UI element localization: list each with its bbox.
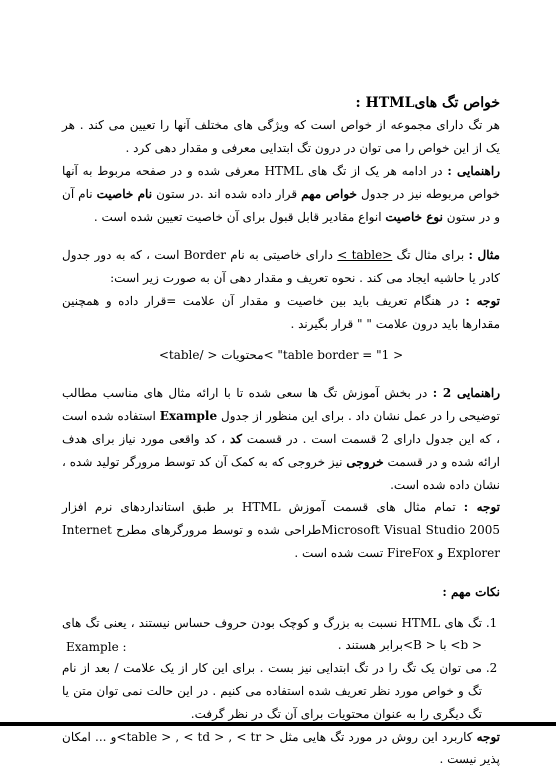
section-title: خواص تگ هایHTML : xyxy=(355,95,500,111)
page-bottom-border xyxy=(0,722,556,726)
example-paragraph: مثال : برای مثال تگ < table> دارای خاصیتی به نام Border است ، که به دور جدول کادر یا حاشیه ایجاد می کند . نحوه تعریف و مقدار دهی آن به صورت زیر است: xyxy=(62,248,500,286)
note-paragraph-3: توجه کاربرد این روش در مورد تگ هایی مثل < table > , < td > , < tr>و ... امکان پذیر نیست . xyxy=(62,729,500,767)
important-heading: نکات مهم : xyxy=(442,584,500,599)
note2-label: توجه : xyxy=(463,500,501,515)
note3-label: توجه xyxy=(476,729,500,744)
example-caption: Example : xyxy=(66,640,127,654)
list-item: 2. می توان یک تگ را در تگ ابتدایی نیز بست . برای این کار از یک علامت / بعد از نام تگ و خواص مورد نظر تعریف شده استفاده می کنیم . در این حالت نمی توان متن یا تگ دیگری را به عنوان محتویات برای آن تگ در نظر گرفت. xyxy=(62,657,482,725)
guide2-label: راهنمایی 2 : xyxy=(432,386,500,401)
important-list xyxy=(62,612,500,726)
guide-paragraph-2: راهنمایی 2 : در بخش آموزش تگ ها سعی شده تا با ارائه مثال های مناسب مطالب توضیحی را در عمل نشان داد . برای این منظور از جدول Example استفاده شده است ، که این جدول دارای 2 قسمت است . در قسمت کد ، کد واقعی مورد نیاز برای هدف ارائه شده و در قسمت خروجی نیز خروجی که به کمک آن کد توسط مرورگر تولید شده ، نشان داده شده است. xyxy=(62,386,500,492)
document-body xyxy=(62,92,500,771)
note-paragraph-2: توجه : تمام مثال های قسمت آموزش HTML بر طبق استانداردهای نرم افزار Microsoft Visual Studio 2005طراحی شده و توسط مرورگرهای مطرح Internet Explorer و FireFox تست شده است . xyxy=(62,500,501,560)
note-paragraph-1: توجه : در هنگام تعریف باید بین خاصیت و مقدار آن علامت =قرار داده و همچنین مقدارها باید درون علامت " " قرار بگیرند . xyxy=(62,293,501,331)
example-label: مثال : xyxy=(468,248,500,263)
note-label: توجه : xyxy=(465,293,501,308)
guide-paragraph-1: راهنمایی : در ادامه هر یک از تگ های HTML معرفی شده و در صفحه مربوط به آنها خواص مربوطه نیز در جدول خواص مهم قرار داده شده اند .در ستون نام خاصیت نام آن و در ستون نوع خاصیت انواع مقادیر قابل قبول برای آن خاصیت تعیین شده است . xyxy=(62,163,500,224)
list-item: 1. تگ های HTML نسبت به بزرگ و کوچک بودن حروف حساس نیستند ، یعنی تگ های < b> با < B>برابر هستند . xyxy=(62,612,482,658)
code-sample: < table border = "1" >محتویات < /table> xyxy=(158,347,404,362)
table-tag-link[interactable]: < table> xyxy=(337,248,393,263)
intro-paragraph: هر تگ دارای مجموعه از خواص است که ویژگی های مختلف آنها را تعیین می کند . هر یک از این خواص را می توان در درون تگ ابتدایی معرفی و مقدار دهی کرد . xyxy=(62,118,500,156)
guide-label: راهنمایی : xyxy=(447,163,500,178)
